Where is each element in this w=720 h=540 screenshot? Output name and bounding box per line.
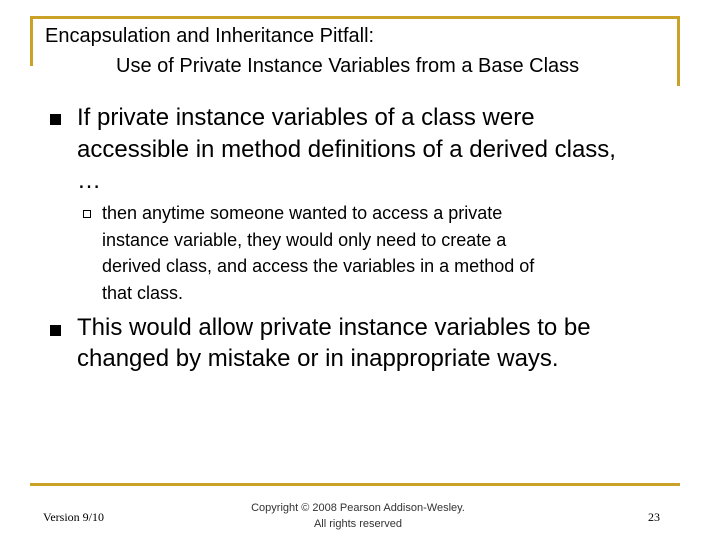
bullet-1-line-3: … [77,167,101,194]
footer-rule [30,483,680,486]
bullet-1-line-1: If private instance variables of a class were [77,104,535,131]
square-bullet-icon [50,114,61,125]
frame-left-border [30,16,33,66]
slide-title-line-2: Use of Private Instance Variables from a Base Class [116,55,580,77]
square-bullet-icon [50,325,61,336]
frame-top-border [30,16,680,19]
bullet-1-line-2: accessible in method definitions of a derived class, [77,136,616,163]
frame-right-border [677,16,680,86]
checkbox-bullet-icon [83,210,91,218]
sub-bullet-line-4: that class. [102,283,184,303]
footer-version: Version 9/10 [43,510,104,524]
footer-copyright [200,500,516,532]
sub-bullet-line-1: then anytime someone wanted to access a private [102,203,503,223]
sub-bullet-line-2: instance variable, they would only need to create a [102,230,507,250]
bullet-2-line-1: This would allow private instance variables to be [77,314,591,341]
copyright-line-2: All rights reserved [313,518,403,530]
copyright-line-1: Copyright © 2008 Pearson Addison-Wesley. [251,502,465,514]
page-number: 23 [648,510,660,524]
bullet-2-line-2: changed by mistake or in inappropriate ways. [77,345,559,372]
sub-bullet-line-3: derived class, and access the variables in a method of [102,256,535,276]
slide-title-line-1: Encapsulation and Inheritance Pitfall: [45,25,375,47]
